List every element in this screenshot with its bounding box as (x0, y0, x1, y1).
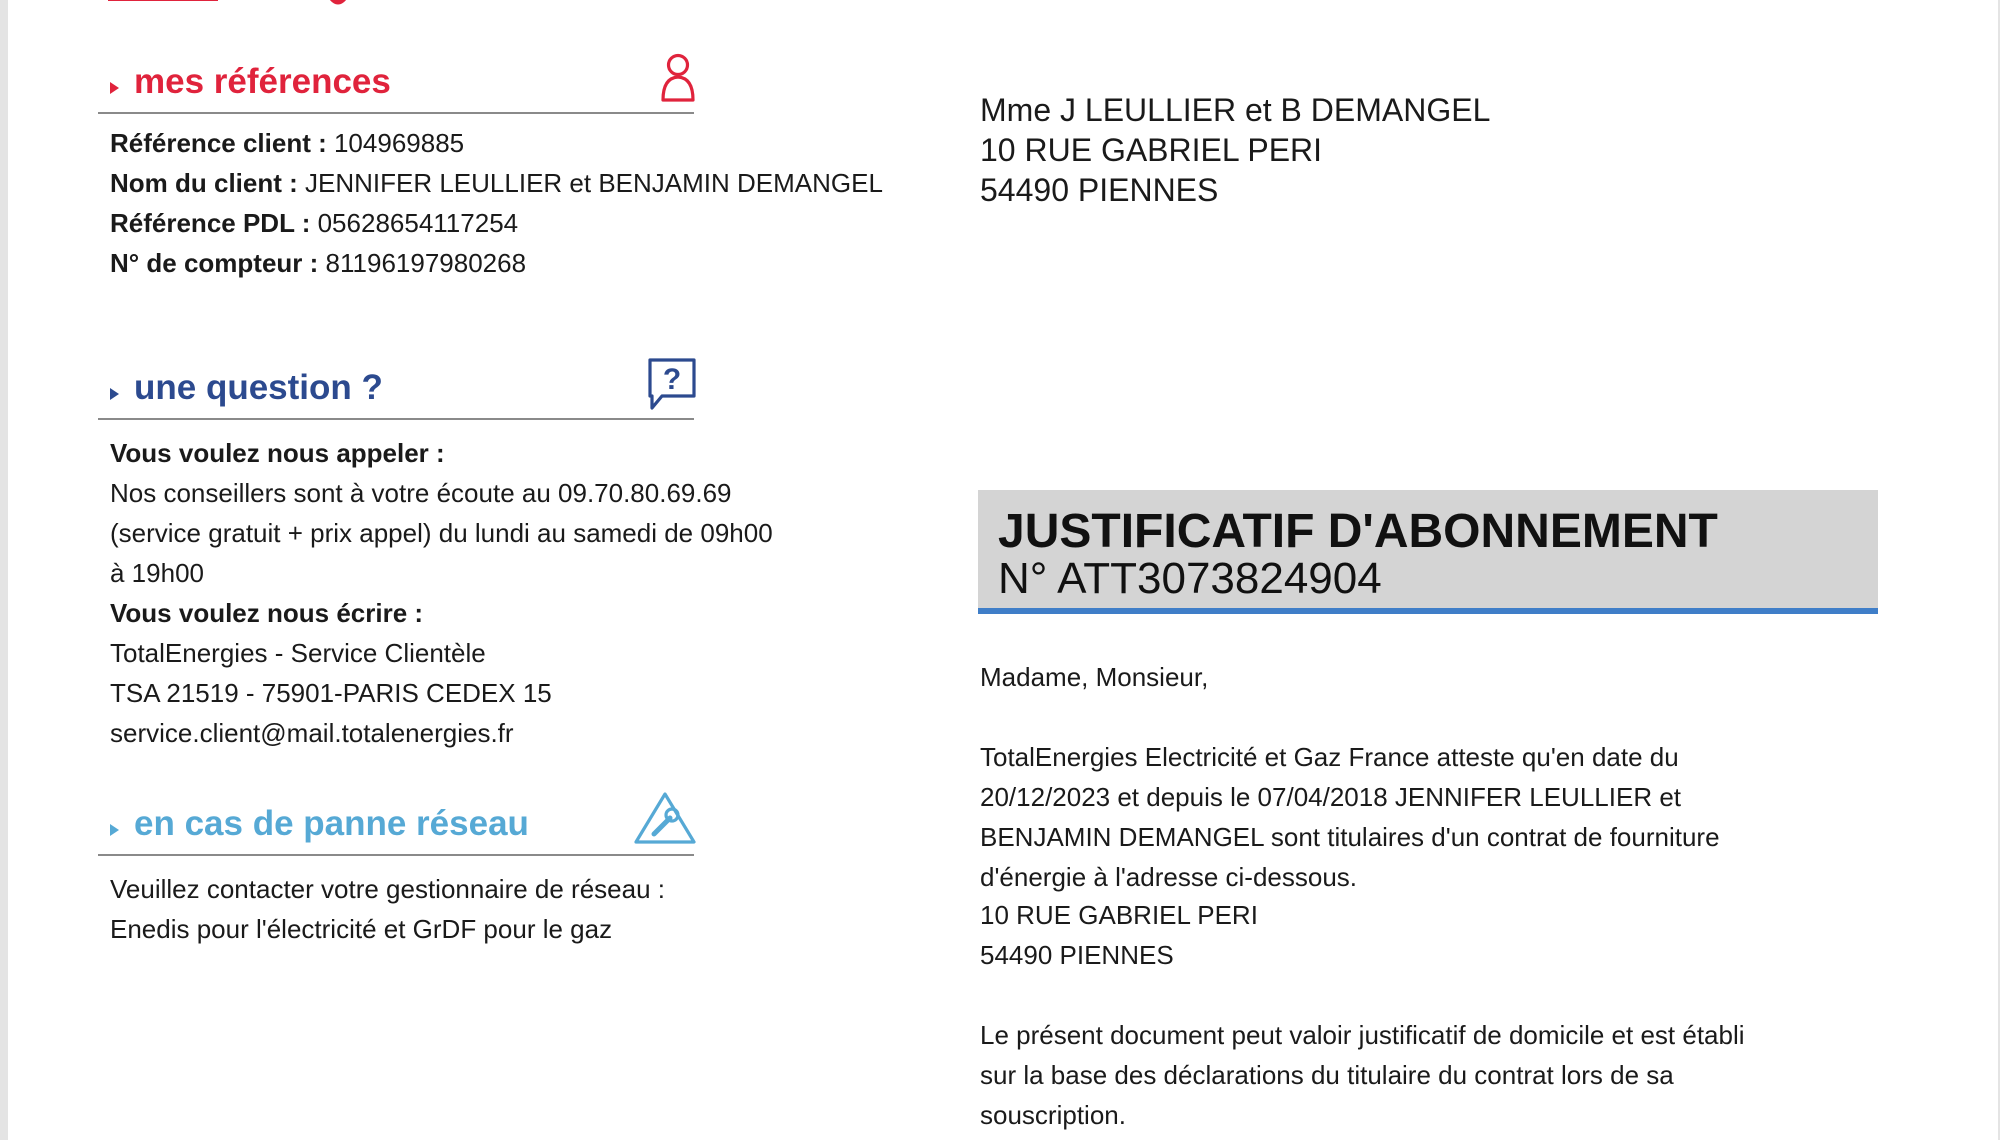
bullet-arrow-icon (110, 824, 119, 836)
person-icon (658, 52, 698, 106)
letter-address-city: 54490 PIENNES (980, 940, 1174, 970)
row-label: N° de compteur : (110, 248, 319, 278)
row-value: 05628654117254 (310, 208, 519, 238)
svg-text:?: ? (662, 363, 682, 396)
certificate-banner (978, 490, 1878, 614)
panne-line: Enedis pour l'électricité et GrDF pour le gaz (110, 914, 613, 944)
row-value: 81196197980268 (318, 248, 527, 278)
certificate-title: JUSTIFICATIF D'ABONNEMENT (998, 505, 1718, 558)
pdl-reference-row (110, 208, 518, 239)
call-heading-text: Vous voulez nous appeler : (110, 438, 445, 468)
row-label: Référence client : (110, 128, 327, 158)
letter-line: Le présent document peut valoir justificatif de domicile et est établi (980, 1020, 1745, 1050)
wrench-warning-icon (632, 790, 698, 848)
customer-service-email: service.client@mail.totalenergies.fr (110, 718, 514, 748)
question-section-header (98, 358, 694, 420)
document-page (8, 0, 1998, 1140)
meter-number-row (110, 248, 526, 279)
call-line: Nos conseillers sont à votre écoute au 09.70.80.69.69 (110, 478, 732, 508)
letter-salutation: Madame, Monsieur, (980, 662, 1209, 692)
write-heading-text: Vous voulez nous écrire : (110, 598, 424, 628)
letter-line: sur la base des déclarations du titulaire du contrat lors de sa (980, 1060, 1674, 1090)
row-label: Référence PDL : (110, 208, 311, 238)
letter-address-street: 10 RUE GABRIEL PERI (980, 900, 1258, 930)
panne-line: Veuillez contacter votre gestionnaire de réseau : (110, 874, 666, 904)
call-heading (110, 438, 445, 469)
recipient-street: 10 RUE GABRIEL PERI (980, 132, 1323, 168)
row-value: 104969885 (326, 128, 465, 158)
letter-line: d'énergie à l'adresse ci-dessous. (980, 862, 1358, 892)
certificate-number: N° ATT3073824904 (998, 554, 1382, 603)
bullet-arrow-icon (110, 82, 119, 94)
client-name-row (110, 168, 883, 199)
references-title: mes références (134, 62, 391, 101)
row-value: JENNIFER LEULLIER et BENJAMIN DEMANGEL (297, 168, 883, 198)
question-title: une question ? (134, 368, 383, 407)
recipient-city: 54490 PIENNES (980, 172, 1219, 208)
bullet-arrow-icon (110, 388, 119, 400)
panne-title: en cas de panne réseau (134, 804, 529, 843)
letter-line: BENJAMIN DEMANGEL sont titulaires d'un contrat de fourniture (980, 822, 1720, 852)
write-line: TotalEnergies - Service Clientèle (110, 638, 486, 668)
write-line: TSA 21519 - 75901-PARIS CEDEX 15 (110, 678, 552, 708)
write-heading (110, 598, 423, 629)
letter-line: 20/12/2023 et depuis le 07/04/2018 JENNIFER LEULLIER et (980, 782, 1681, 812)
panne-section-header (98, 794, 694, 856)
question-bubble-icon (646, 356, 698, 412)
letter-line: souscription. (980, 1100, 1126, 1130)
reference-client-row (110, 128, 464, 159)
cropped-heading-fragment (108, 0, 348, 8)
call-line: à 19h00 (110, 558, 204, 588)
call-line: (service gratuit + prix appel) du lundi au samedi de 09h00 (110, 518, 773, 548)
row-label: Nom du client : (110, 168, 298, 198)
references-section-header (98, 52, 694, 114)
recipient-name: Mme J LEULLIER et B DEMANGEL (980, 92, 1491, 128)
letter-line: TotalEnergies Electricité et Gaz France atteste qu'en date du (980, 742, 1679, 772)
